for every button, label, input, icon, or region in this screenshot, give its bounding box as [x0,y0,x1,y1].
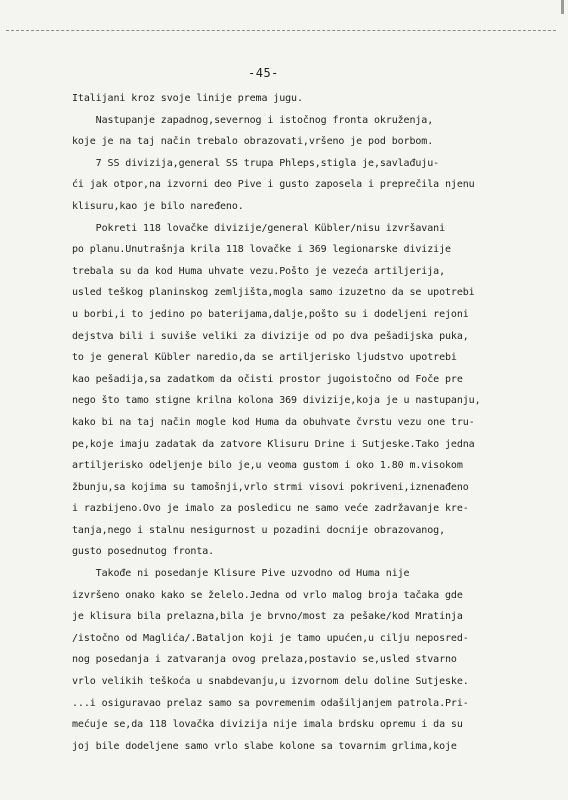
edge-mark [561,0,564,14]
text-line: Italijani kroz svoje linije prema jugu. [72,93,303,104]
text-line: koje je na taj način trebalo obrazovati,vršeno je pod borbom. [72,136,434,148]
text-line: u borbi,i to jedino po baterijama,dalje,pošto su i dodeljeni rejoni [72,308,469,320]
paragraph [72,563,554,757]
text-line: ...i osiguravao prelaz samo sa povremenim odašiljanjem patrola.Pri- [72,697,469,709]
text-line: mećuje se,da 118 lovačka divizija nije imala brdsku opremu i da su [72,719,463,731]
text-line: je klisura bila prelazna,bila je brvno/most za pešake/kod Mratinja [72,611,463,623]
text-line: Takođe ni posedanje Klisure Pive uzvodno od Huma nije [72,568,410,580]
text-line: Nastupanje zapadnog,severnog i istočnog fronta okruženja, [72,114,434,126]
text-line: nog posedanja i zatvaranja ovog prelaza,postavio se,usled stvarno [72,654,457,666]
text-line: artiljerisko odeljenje bilo je,u veoma gustom i oko 1.80 m.visokom [72,460,463,472]
text-line: kao pešadija,sa zadatkom da očisti prostor jugoistočno od Foče pre [72,373,463,385]
body-text [72,88,554,757]
text-line: klisuru,kao je bilo naređeno. [72,200,244,212]
text-line: /istočno od Maglića/.Bataljon koji je tamo upućen,u cilju neposred- [72,632,469,644]
text-line: nego što tamo stigne krilna kolona 369 divizije,koja je u nastupanju, [72,395,481,407]
text-line: po planu.Unutrašnja krila 118 lovačke i 369 legionarske divizije [72,244,451,256]
text-line: usled teškog planinskog zemljišta,mogla samo izuzetno da se upotrebi [72,287,475,299]
text-line: joj bile dodeljene samo vrlo slabe kolone sa tovarnim grlima,koje [72,740,457,752]
paragraph [72,110,554,153]
text-line: tanja,nego i stalnu nesigurnost u pozadini docnije obrazovanog, [72,524,445,536]
text-line: to je general Kübler naredio,da se artiljerisko ljudstvo upotrebi [72,352,457,364]
text-line: i razbijeno.Ovo je imalo za posledicu ne samo veće zadržavanje kre- [72,503,469,515]
text-line: Pokreti 118 lovačke divizije/general Kübler/nisu izvršavani [72,222,445,234]
text-line: 7 SS divizija,general SS trupa Phleps,stigla je,savlađuju- [72,157,440,169]
text-line: ći jak otpor,na izvorni deo Pive i gusto zaposela i preprečila njenu [72,179,475,191]
text-line: žbunju,sa kojima su tamošnji,vrlo strmi visovi pokriveni,iznenađeno [72,481,469,493]
text-line: gusto posednutog fronta. [72,546,215,558]
text-line: vrlo velikih teškoća u snabdevanju,u izvornom delu doline Sutjeske. [72,676,469,688]
text-line: kako bi na taj način mogle kod Huma da obuhvate čvrstu vezu one tru- [72,416,475,428]
text-line: trebala su da kod Huma uhvate vezu.Pošto je vezeća artiljerija, [72,265,445,277]
text-line: pe,koje imaju zadatak da zatvore Klisuru Drine i Sutjeske.Tako jedna [72,438,475,450]
paragraph [72,218,554,564]
page-number: -45- [248,66,279,80]
text-line: izvršeno onako kako se želelo.Jedna od vrlo malog broja tačaka gde [72,589,463,601]
text-line: dejstva bili i suviše veliki za divizije od po dva pešadijska puka, [72,330,469,342]
paragraph [72,153,554,218]
paragraph [72,88,554,110]
dashed-rule [6,30,556,31]
